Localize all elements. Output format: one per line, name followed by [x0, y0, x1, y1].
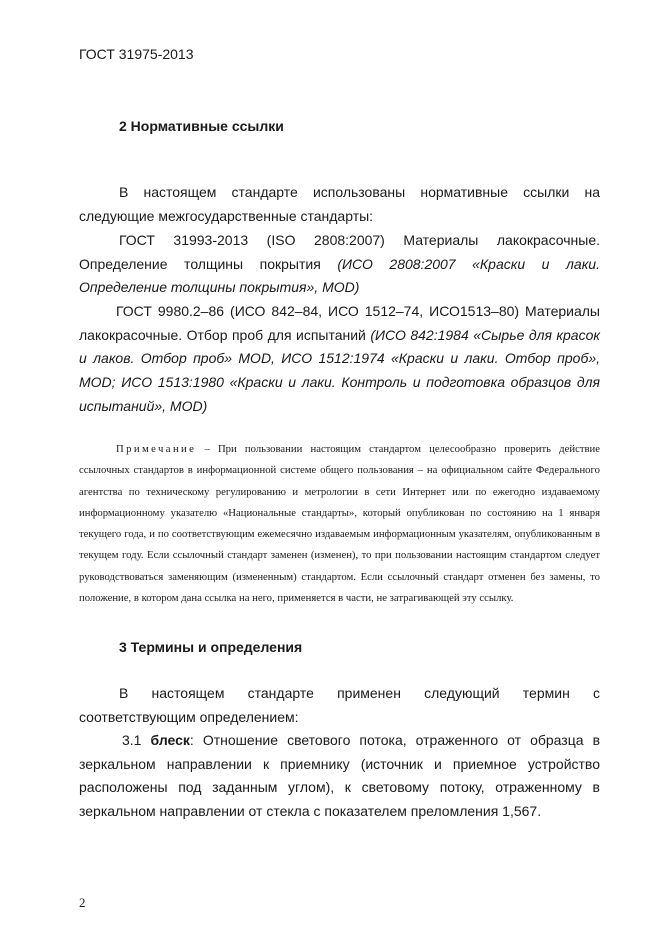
section-3-title: 3 Термины и определения — [119, 639, 303, 655]
note-text: При пользовании настоящим стандартом целесообразно проверить действие ссылочных стандартов в информационной системе общего пользования – на официальном сайте Федерального агентства по техническому регулированию и метрологии в сети Интернет или по ежегодно издаваемому информационному указателю «Национальные стандарты», который опубликован по состоянию на 1 января текущего года, и по соответствующим ежемесячно издаваемым информационным указателям, опубликованным в текущем году. Если ссылочный стандарт заменен (изменен), то при пользовании настоящим стандартом следует руководствоваться заменяющим (измененным) стандартом. Если ссылочный стандарт отменен без замены, то положение, в котором дана ссылка на него, применяется в части, не затрагивающей эту ссылку. — [79, 443, 600, 605]
reference-gost-9980 — [79, 300, 600, 419]
reference-gost-31993 — [79, 229, 600, 300]
term-definition-gloss — [79, 729, 600, 824]
page-number: 2 — [79, 895, 86, 910]
term-name: блеск — [150, 732, 190, 748]
section-3-intro: В настоящем стандарте применен следующий термин с соответствующим определением: — [79, 685, 600, 725]
reference-text: ГОСТ 31993-2013 (ISO 2808:2007) Материалы лакокрасочные. Определение толщины покрытия — [79, 232, 600, 272]
reference-equivalent: (ИСО 2808:2007 «Краски и лаки. Определение толщины покрытия», MOD) — [79, 255, 600, 296]
reference-text: ГОСТ 9980.2–86 (ИСО 842–84, ИСО 1512–74, ИСО1513–80) Материалы лакокрасочные. Отбор проб для испытаний — [79, 303, 600, 343]
document-code-header: ГОСТ 31975-2013 — [79, 46, 194, 62]
term-definition: : Отношение светового потока, отраженного от образца в зеркальном направлении к приемнику (источник и приемное устройство расположены под заданным углом), к световому потоку, отраженному в зеркальном направлении от стекла с показателем преломления 1,567. — [79, 732, 601, 820]
section-2-intro: В настоящем стандарте использованы нормативные ссылки на следующие межгосударственные стандарты: — [79, 184, 600, 224]
note-paragraph — [79, 439, 600, 609]
note-label: Примечание — [116, 443, 197, 455]
note-dash: – — [196, 443, 218, 455]
reference-equivalent: (ИСО 842:1984 «Сырье для красок и лаков. Отбор проб» MOD, ИСО 1512:1974 «Краски и лаки. Отбор проб», MOD; ИСО 1513:1980 «Краски и лаки. Контроль и подготовка образцов для испытаний», MOD) — [79, 326, 600, 414]
section-2-title: 2 Нормативные ссылки — [119, 118, 284, 134]
term-number: 3.1 — [122, 732, 151, 748]
